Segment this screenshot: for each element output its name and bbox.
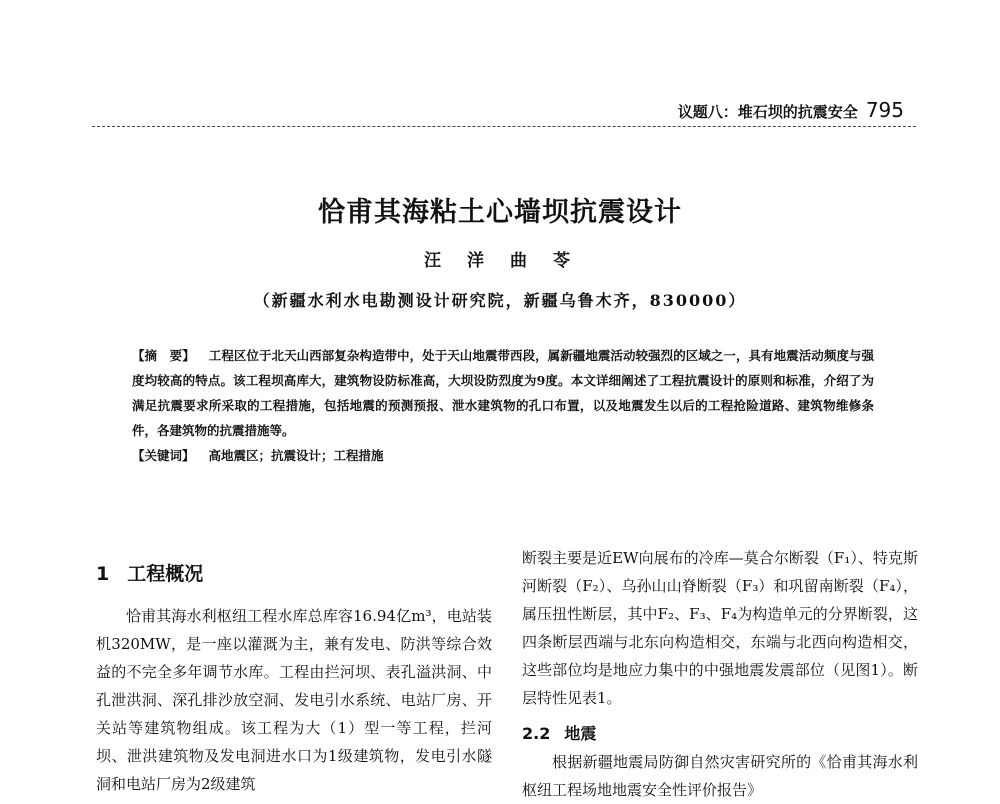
abstract-block	[132, 343, 874, 468]
page-number: 795	[865, 98, 904, 122]
running-header	[678, 98, 904, 122]
keywords-label: 【关键词】	[132, 448, 195, 463]
faults-paragraph: 断裂主要是近EW向展布的冷库—莫合尔断裂（F₁）、特克斯河断裂（F₂）、乌孙山山脊断裂（F₃）和巩留南断裂（F₄），属压扭性断层，其中F₂、F₃、F₄为构造单元的分界断裂，这四条断层西端与北东向构造相交，东端与北西向构造相交，这些部位均是地应力集中的中强地震发震部位（见图1）。断层特性见表1。	[522, 549, 918, 707]
authors: 汪洋曲苓	[424, 251, 596, 271]
keywords-text: 高地震区；抗震设计；工程措施	[208, 448, 384, 463]
left-column	[96, 560, 492, 798]
abstract-text: 工程区位于北天山西部复杂构造带中，处于天山地震带西段，属新疆地震活动较强烈的区域之一，具有地震活动频度与强度均较高的特点。该工程坝高库大，建筑物设防标准高，大坝设防烈度为9度。本文详细阐述了工程抗震设计的原则和标准，介绍了为满足抗震要求所采取的工程措施，包括地震的预测预报、泄水建筑物的孔口布置，以及地震发生以后的工程抢险道路、建筑物维修条件，各建筑物的抗震措施等。	[132, 348, 874, 438]
section-1-heading	[96, 560, 492, 588]
section-2-2-number: 2.2	[522, 724, 551, 743]
keywords-line	[132, 443, 874, 468]
header-divider	[92, 126, 916, 127]
section-2-2-paragraph: 根据新疆地震局防御自然灾害研究所的《恰甫其海水利枢纽工程场地地震安全性评价报告》	[522, 753, 918, 799]
section-1-paragraph: 恰甫其海水利枢纽工程水库总库容16.94亿m³，电站装机320MW，是一座以灌溉为主，兼有发电、防洪等综合效益的不完全多年调节水库。工程由拦河坝、表孔溢洪洞、中孔泄洪洞、深孔排沙放空洞、发电引水系统、电站厂房、开关站等建筑物组成。该工程为大（1）型一等工程，拦河坝、泄洪建筑物及发电洞进水口为1级建筑物，发电引水隧洞和电站厂房为2级建筑	[96, 607, 492, 793]
paper-title: 恰甫其海粘土心墙坝抗震设计	[318, 197, 682, 228]
section-2-2-title: 地震	[564, 724, 597, 743]
section-2-2-heading	[522, 720, 918, 748]
affiliation: （新疆水利水电勘测设计研究院，新疆乌鲁木齐，830000）	[253, 291, 747, 310]
section-1-title: 工程概况	[127, 563, 204, 585]
header-section-title: 议题八：堆石坝的抗震安全	[677, 103, 858, 121]
right-column	[522, 544, 918, 804]
abstract-paragraph	[132, 343, 874, 443]
abstract-label: 【摘 要】	[132, 348, 195, 363]
section-1-number: 1	[96, 563, 110, 585]
